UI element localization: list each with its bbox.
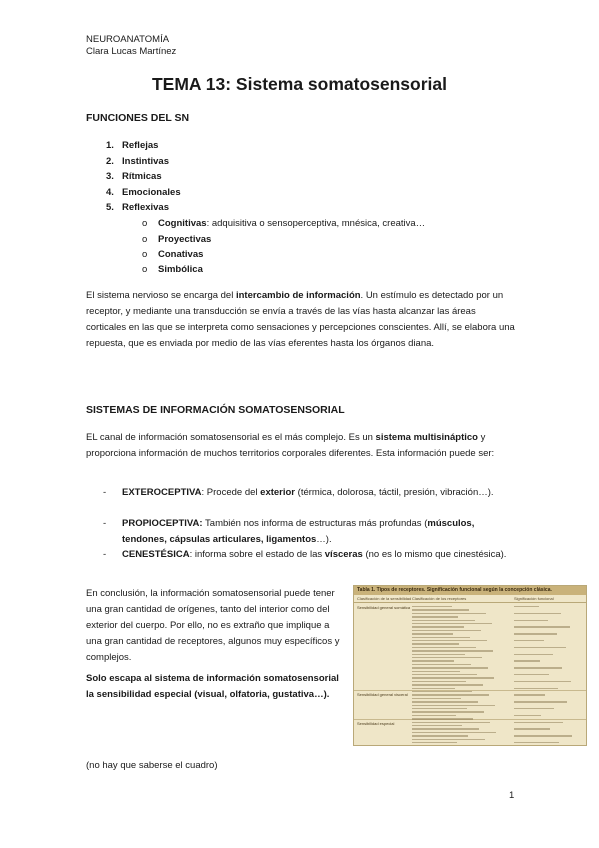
table-image-text-line bbox=[412, 691, 472, 692]
table-image-text-line bbox=[514, 674, 549, 675]
table-image-text-line bbox=[412, 698, 461, 699]
table-image-text-line bbox=[412, 650, 493, 651]
table-image-text-line bbox=[412, 684, 483, 685]
table-image-text-line bbox=[412, 735, 468, 736]
table-image-text-line bbox=[412, 742, 457, 743]
table-image-text-line bbox=[412, 715, 456, 716]
sub-list-item: o Proyectivas bbox=[142, 234, 212, 245]
table-image-row: Sensibilidad general visceral bbox=[354, 690, 586, 720]
table-image-text-line bbox=[514, 654, 553, 655]
table-image-text-line bbox=[412, 640, 487, 641]
table-image-text-line bbox=[412, 664, 471, 665]
table-image-text-line bbox=[412, 613, 486, 614]
table-image-text-line bbox=[412, 701, 478, 702]
table-image-title: Tabla 1. Tipos de receptores. Significación funcional según la concepción clásica. bbox=[354, 586, 586, 595]
table-note: (no hay que saberse el cuadro) bbox=[86, 760, 218, 771]
intro-paragraph: El sistema nervioso se encarga del intercambio de información. Un estímulo es detectado por un receptor, y mediante una transducción se envía a través de las vías hasta alcanzar las áreas corticales en las que se interpreta como sensaciones y percepciones conscientes. Allí, se elabora una repuesta, que es enviada por medio de las vías eferentes hasta los órganos diana. bbox=[86, 290, 515, 349]
table-image-text-line bbox=[412, 688, 455, 689]
table-image-row: Sensibilidad general somática bbox=[354, 603, 586, 691]
page-number: 1 bbox=[509, 790, 515, 801]
table-image-text-line bbox=[412, 630, 481, 631]
page-title: TEMA 13: Sistema somatosensorial bbox=[151, 74, 447, 94]
table-image-text-line bbox=[412, 654, 465, 655]
table-image-column-headers: Clasificación de la sensibilidad Clasificación de los receptores Significación funcional bbox=[354, 595, 586, 603]
section-heading-funciones: FUNCIONES DEL SN bbox=[86, 112, 190, 124]
section-heading-sistemas: SISTEMAS DE INFORMACIÓN SOMATOSENSORIAL bbox=[86, 404, 345, 416]
table-image-text-line bbox=[412, 725, 462, 726]
table-image-text-line bbox=[412, 728, 479, 729]
conclusion-paragraph: En conclusión, la información somatosensorial puede tener una gran cantidad de orígenes, tanto del interior como del exterior del cuerpo. Por ello, no es extraño que implique a una gran cantidad de receptores, algunos muy específicos y complejos. bbox=[86, 588, 340, 663]
table-image-text-line bbox=[412, 633, 453, 634]
table-image-text-line bbox=[514, 606, 539, 607]
list-item: 5. Reflexivas bbox=[106, 202, 170, 213]
table-image-text-line bbox=[412, 694, 489, 695]
table-image-row: Sensibilidad especial bbox=[357, 721, 395, 726]
header-subject: NEUROANATOMÍA bbox=[86, 34, 170, 45]
table-image-text-line bbox=[514, 613, 561, 614]
dash-item-cenestesica: - CENESTÉSICA: informa sobre el estado de las vísceras (no es lo mismo que cinestésica). bbox=[103, 549, 507, 560]
table-image-text-line bbox=[412, 647, 476, 648]
table-image-text-line bbox=[412, 732, 496, 733]
table-image-text-line bbox=[514, 715, 541, 716]
table-image-text-line bbox=[514, 626, 570, 627]
canal-paragraph: EL canal de información somatosensorial es el más complejo. Es un sistema multisináptico y proporciona información de muchos territorios corporales diferentes. Esta información puede ser: bbox=[86, 432, 495, 459]
table-image-text-line bbox=[412, 660, 454, 661]
table-image-text-line bbox=[514, 735, 572, 736]
table-image-text-line bbox=[412, 718, 473, 719]
dash-item-propioceptiva: - PROPIOCEPTIVA: También nos informa de estructuras más profundas (músculos, tendones, cápsulas articulares, ligamentos…). bbox=[103, 518, 475, 545]
table-image-text-line bbox=[412, 616, 458, 617]
table-image-text-line bbox=[412, 623, 492, 624]
table-image-text-line bbox=[514, 694, 545, 695]
table-image-text-line bbox=[514, 660, 540, 661]
table-image-text-line bbox=[412, 681, 466, 682]
dash-item-exteroceptiva: - EXTEROCEPTIVA: Procede del exterior (térmica, dolorosa, táctil, presión, vibración…). bbox=[103, 487, 494, 498]
sub-list-item: o Cognitivas: adquisitiva o sensoperceptiva, mnésica, creativa… bbox=[142, 218, 426, 229]
table-image-text-line bbox=[412, 677, 494, 678]
table-image-text-line bbox=[514, 667, 562, 668]
table-image-text-line bbox=[412, 620, 475, 621]
list-item: 3. Rítmicas bbox=[106, 171, 162, 182]
table-image-text-line bbox=[514, 688, 558, 689]
list-item: 4. Emocionales bbox=[106, 187, 181, 198]
table-image-text-line bbox=[412, 606, 452, 607]
table-image-text-line bbox=[514, 640, 544, 641]
table-image-text-line bbox=[514, 633, 557, 634]
table-image-text-line bbox=[412, 705, 495, 706]
table-image-text-line bbox=[514, 647, 566, 648]
table-image-text-line bbox=[514, 722, 563, 723]
table-image-text-line bbox=[412, 637, 470, 638]
list-item: 2. Instintivas bbox=[106, 156, 169, 167]
table-image-text-line bbox=[412, 711, 484, 712]
table-image-text-line bbox=[514, 708, 554, 709]
table-image-text-line bbox=[412, 671, 460, 672]
table-image-text-line bbox=[412, 708, 467, 709]
table-image-text-line bbox=[412, 609, 469, 610]
table-image-text-line bbox=[412, 674, 477, 675]
table-image-text-line bbox=[514, 620, 548, 621]
table-image-text-line bbox=[412, 739, 485, 740]
table-image-text-line bbox=[514, 681, 571, 682]
receptors-table-image bbox=[353, 585, 587, 746]
table-image-text-line bbox=[412, 643, 459, 644]
table-image-text-line bbox=[514, 701, 567, 702]
table-image-text-line bbox=[514, 728, 550, 729]
list-item: 1. Reflejas bbox=[106, 140, 159, 151]
table-image-text-line bbox=[514, 742, 559, 743]
sub-list-item: o Conativas bbox=[142, 249, 204, 260]
sub-list-item: o Simbólica bbox=[142, 264, 203, 275]
table-image-text-line bbox=[412, 722, 490, 723]
table-image-text-line bbox=[412, 626, 464, 627]
table-image-text-line bbox=[412, 657, 482, 658]
special-sensitivity-paragraph: Solo escapa al sistema de información somatosensorial la sensibilidad especial (visual, olfatoria, gustativa…). bbox=[86, 673, 339, 700]
table-image-text-line bbox=[412, 667, 488, 668]
header-author: Clara Lucas Martínez bbox=[86, 46, 177, 57]
